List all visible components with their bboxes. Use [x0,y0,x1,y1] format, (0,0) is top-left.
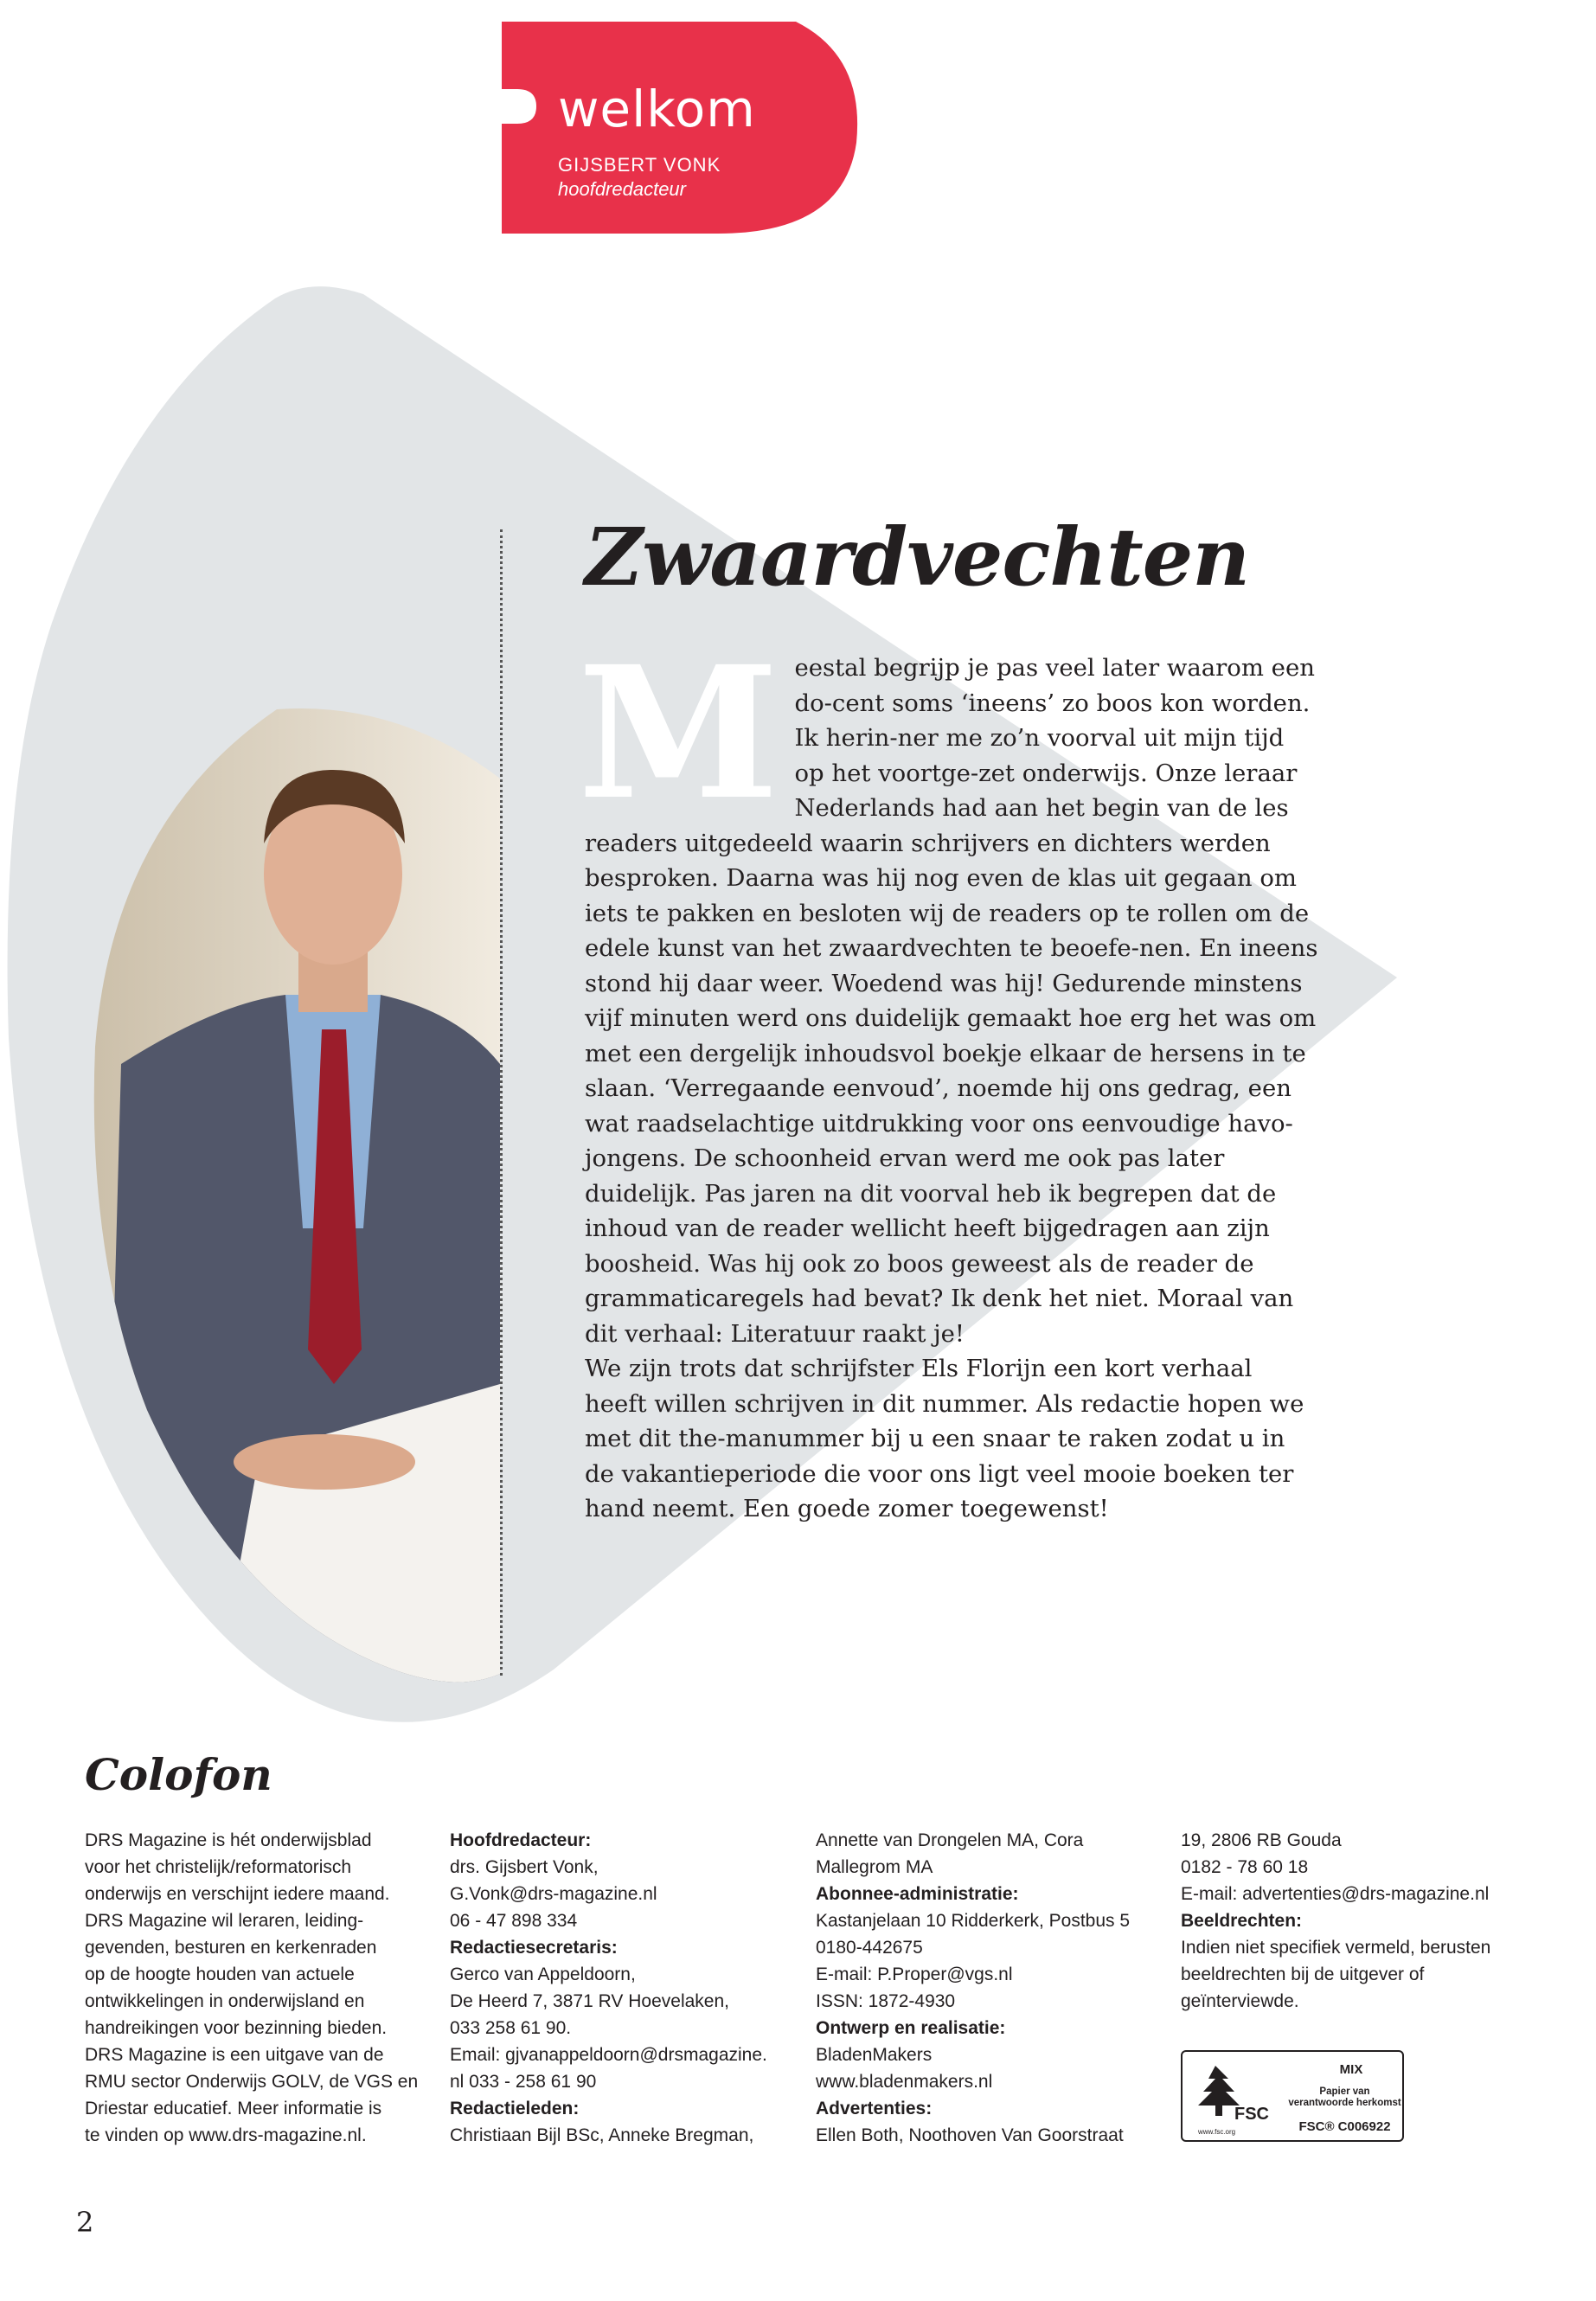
colofon-line: RMU sector Onderwijs GOLV, de VGS en [85,2072,419,2092]
colofon-line: 0182 - 78 60 18 [1181,1857,1309,1877]
colofon-line: drs. Gijsbert Vonk, [450,1857,599,1877]
colofon-line: te vinden op www.drs-magazine.nl. [85,2125,367,2145]
page-number: 2 [76,2206,94,2239]
colofon-line: DRS Magazine is hét onderwijsblad [85,1830,372,1850]
colofon-line: geïnterviewde. [1181,1991,1299,2011]
fsc-paper-line-2: verantwoorde herkomst [1288,2098,1401,2108]
colofon-line: op de hoogte houden van actuele [85,1965,355,1984]
author-role: hoofdredacteur [558,178,686,200]
colofon-line: Indien niet specifiek vermeld, berusten [1181,1938,1491,1958]
colofon-line: E-mail: advertenties@drs-magazine.nl [1181,1884,1490,1904]
colofon-line: Gerco van Appeldoorn, [450,1965,636,1984]
colofon-heading: Advertenties: [816,2099,933,2118]
article-paragraph: eestal begrijp je pas veel later waarom een do-cent soms ‘ineens’ zo boos kon worden. Ik herin-ner me zo’n voorval uit mijn tijd op het voortge-zet onderwijs. Onze leraar Nederlands had aan het begin van de les readers uitgedeeld waarin schrijvers en dichters werden besproken. Daarna was hij nog even de klas uit gegaan om iets te pakken en besloten wij de readers op te rollen om de edele kunst van het zwaardvechten te beoefe-nen. En ineens stond hij daar weer. Woedend was hij! Gedurende minstens vijf minuten werd ons duidelijk gemaakt hoe erg het was om met een dergelijk inhoudsvol boekje elkaar de hersens in te slaan. ‘Verregaande eenvoud’, noemde hij ons gedrag, een wat raadselachtige uitdrukking voor ons eenvoudige havo-jongens. De schoonheid ervan werd me ook pas later duidelijk. Pas jaren na dit voorval heb ik begrepen dat de inhoud van de reader wellicht heeft bijgedragen aan zijn boosheid. Was hij ook zo boos geweest als de reader de grammaticaregels had bevat? Ik denk het niet. Moraal van dit verhaal: Literatuur raakt je! [585,654,1318,1348]
colofon-line: nl 033 - 258 61 90 [450,2072,597,2092]
dotted-divider [500,529,503,1676]
colofon-line: G.Vonk@drs-magazine.nl [450,1884,657,1904]
colofon-line: DRS Magazine is een uitgave van de [85,2045,384,2065]
author-name: GIJSBERT VONK [558,154,721,176]
colofon-line: 0180-442675 [816,1938,923,1958]
colofon-line: Ellen Both, Noothoven Van Goorstraat [816,2125,1124,2145]
colofon-line: E-mail: P.Proper@vgs.nl [816,1965,1013,1984]
tab-title: welkom [558,80,756,138]
colofon-heading: Redactieleden: [450,2099,580,2118]
colofon-line: www.bladenmakers.nl [816,2072,993,2092]
colofon-line: Email: gjvanappeldoorn@drsmagazine. [450,2045,767,2065]
drop-cap: M [578,626,779,840]
colofon-line: Mallegrom MA [816,1857,933,1877]
colofon-line: handreikingen voor bezinning bieden. [85,2018,388,2038]
colofon-heading: Redactiesecretaris: [450,1938,618,1958]
fsc-mix: MIX [1339,2062,1363,2077]
colofon-line: De Heerd 7, 3871 RV Hoevelaken, [450,1991,729,2011]
colofon-heading: Ontwerp en realisatie: [816,2018,1006,2038]
colofon-line: 06 - 47 898 334 [450,1911,578,1931]
colofon-line: DRS Magazine wil leraren, leiding- [85,1911,364,1931]
colofon-line: ISSN: 1872-4930 [816,1991,956,2011]
fsc-label [1181,2050,1404,2142]
colofon-line: Kastanjelaan 10 Ridderkerk, Postbus 5 [816,1911,1131,1931]
fsc-paper-text [1286,2086,1403,2109]
colofon-line: Annette van Drongelen MA, Cora [816,1830,1084,1850]
fsc-tree-icon [1189,2057,1276,2126]
colofon-heading: Beeldrechten: [1181,1911,1303,1931]
fsc-url: www.fsc.org [1198,2128,1236,2136]
colofon-line: 19, 2806 RB Gouda [1181,1830,1342,1850]
colofon-line: voor het christelijk/reformatorisch [85,1857,352,1877]
colofon-column-4 [1181,1827,1535,2015]
colofon-line: beeldrechten bij de uitgever of [1181,1965,1425,1984]
article-paragraph: We zijn trots dat schrijfster Els Florijn een kort verhaal heeft willen schrijven in dit nummer. Als redactie hopen we met dit the-manummer bij u een snaar te raken zodat u in de vakantieperiode die voor ons ligt veel mooie boeken ter hand neemt. Een goede zomer toegewenst! [585,1355,1304,1522]
colofon-line: Christiaan Bijl BSc, Anneke Bregman, [450,2125,754,2145]
colofon-line: ontwikkelingen in onderwijsland en [85,1991,365,2011]
fsc-paper-line-1: Papier van [1319,2086,1370,2097]
article-headline: Zwaardvechten [585,510,1250,604]
colofon-heading: Abonnee-administratie: [816,1884,1019,1904]
article-body [578,626,1320,1527]
colofon-heading: Hoofdredacteur: [450,1830,592,1850]
colofon-line: 033 258 61 90. [450,2018,572,2038]
colofon-line: Driestar educatief. Meer informatie is [85,2099,382,2118]
colofon-column-1 [85,1827,439,2149]
colofon-line: BladenMakers [816,2045,933,2065]
colofon-title: Colofon [85,1749,272,1800]
colofon-line: gevenden, besturen en kerkenraden [85,1938,377,1958]
fsc-logo-text: FSC [1234,2105,1269,2124]
colofon-column-3 [816,1827,1170,2149]
fsc-code: FSC® C006922 [1298,2119,1391,2134]
colofon-column-2 [450,1827,804,2149]
colofon-line: onderwijs en verschijnt iedere maand. [85,1884,390,1904]
